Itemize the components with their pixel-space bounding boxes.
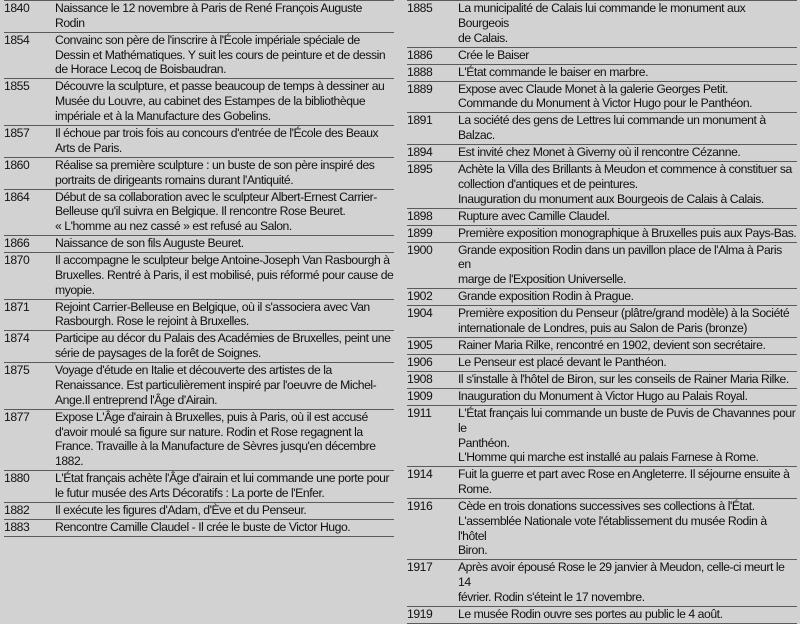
timeline-year: 1874 [4, 331, 30, 346]
timeline-event-text: Le Penseur est placé devant le Panthéon. [458, 354, 667, 369]
timeline-row [407, 145, 797, 162]
timeline-event-text: La municipalité de Calais lui commande le monument aux Bourgeois de Calais. [458, 1, 746, 45]
timeline-event-text: Naissance de son fils Auguste Beuret. [55, 236, 244, 251]
timeline-row [407, 113, 797, 145]
timeline-event-text: Grande exposition Rodin dans un pavillon place de l'Alma à Paris en marge de l'Exposition Universelle. [458, 242, 782, 287]
timeline-year: 1919 [407, 607, 433, 622]
timeline-year: 1854 [4, 32, 30, 47]
timeline-year: 1857 [4, 125, 30, 140]
timeline-year: 1899 [407, 225, 433, 240]
timeline-row [407, 48, 797, 65]
timeline-row [407, 560, 797, 607]
timeline-year: 1864 [4, 189, 30, 204]
timeline-year: 1906 [407, 354, 433, 369]
timeline-row [4, 79, 394, 126]
timeline-row [407, 209, 797, 226]
timeline-event-text: Expose avec Claude Monet à la galerie Georges Petit. Commande du Monument à Victor Hugo pour le Panthéon. [458, 81, 753, 111]
timeline-year: 1916 [407, 499, 433, 514]
timeline-year: 1905 [407, 337, 433, 352]
timeline-event-text: Rencontre Camille Claudel - Il crée le buste de Victor Hugo. [55, 519, 351, 534]
timeline-event-text: Inauguration du Monument à Victor Hugo au Palais Royal. [458, 388, 748, 403]
timeline-row [407, 243, 797, 290]
timeline-year: 1914 [407, 467, 433, 482]
timeline-event-text: Fuit la guerre et part avec Rose en Angleterre. Il séjourne ensuite à Rome. [458, 467, 790, 497]
timeline-row [407, 338, 797, 355]
timeline-row [407, 226, 797, 243]
timeline-event-text: Il accompagne le sculpteur belge Antoine-Joseph Van Rasbourgh à Bruxelles. Rentré à Paris, il est mobilisé, puis réformé pour cause de myopie. [55, 253, 394, 297]
timeline-year: 1909 [407, 388, 433, 403]
timeline-row [4, 363, 394, 410]
timeline-event-text: Il échoue par trois fois au concours d'entrée de l'École des Beaux Arts de Paris. [55, 125, 379, 155]
timeline-row [407, 1, 797, 48]
timeline-row [4, 158, 394, 190]
timeline-event-text: Il s'installe à l'hôtel de Biron, sur les conseils de Rainer Maria Rilke. [458, 371, 789, 386]
timeline-row [4, 410, 394, 471]
timeline-row [4, 253, 394, 300]
timeline-event-text: L'État français lui commande un buste de Puvis de Chavannes pour le Panthéon. L'Homme qui marche est installé au palais Farnese à Rome. [458, 405, 796, 465]
timeline-row [4, 471, 394, 503]
timeline-row [4, 33, 394, 80]
timeline-year: 1911 [407, 405, 432, 420]
timeline-year: 1875 [4, 363, 30, 378]
timeline-event-text: L'État commande le baiser en marbre. [458, 64, 649, 79]
timeline-row [407, 372, 797, 389]
timeline-year: 1886 [407, 47, 433, 62]
timeline-event-text: Crée le Baiser [458, 47, 529, 62]
timeline-year: 1870 [4, 253, 30, 268]
timeline-row [4, 503, 394, 520]
timeline-year: 1902 [407, 289, 433, 304]
timeline-year: 1880 [4, 471, 30, 486]
timeline-row [407, 467, 797, 499]
timeline-year: 1860 [4, 157, 30, 172]
timeline-event-text: Expose L'Âge d'airain à Bruxelles, puis à Paris, où il est accusé d'avoir moulé sa figure sur nature. Rodin et Rose regagnent la France. Travaille à la Manufacture de Sèvres jusqu'en décembre 1882. [55, 409, 376, 469]
timeline-row [407, 82, 797, 114]
timeline-column-right [407, 0, 797, 624]
timeline-row [4, 331, 394, 363]
timeline-year: 1900 [407, 242, 433, 257]
timeline-year: 1877 [4, 409, 30, 424]
timeline-year: 1866 [4, 236, 30, 251]
timeline-event-text: La société des gens de Lettres lui commande un monument à Balzac. [458, 113, 766, 143]
timeline-event-text: Participe au décor du Palais des Académies de Bruxelles, peint une série de paysages de la forêt de Soignes. [55, 331, 391, 361]
timeline-row [407, 355, 797, 372]
timeline-year: 1908 [407, 371, 433, 386]
timeline-row [407, 65, 797, 82]
timeline-event-text: Achète la Villa des Brillants à Meudon et commence à constituer sa collection d'antiques et de peintures. Inauguration du monument aux Bourgeois de Calais à Calais. [458, 162, 792, 206]
timeline-event-text: Convainc son père de l'inscrire à l'École impériale spéciale de Dessin et Mathématiques. Y suit les cours de peinture et de dessin de Horace Lecoq de Boisbaudran. [55, 32, 386, 77]
timeline-event-text: Voyage d'étude en Italie et découverte des artistes de la Renaissance. Est particulièrement inspiré par l'oeuvre de Michel- Ange.Il entreprend l'Âge d'Airain. [55, 363, 377, 407]
timeline-event-text: Est invité chez Monet à Giverny où il rencontre Cézanne. [458, 145, 741, 160]
timeline-year: 1894 [407, 145, 433, 160]
timeline-row [407, 499, 797, 560]
timeline-event-text: Rainer Maria Rilke, rencontré en 1902, devient son secrétaire. [458, 337, 766, 352]
timeline-event-text: Première exposition monographique à Bruxelles puis aux Pays-Bas. [458, 225, 797, 240]
timeline-row [4, 236, 394, 253]
timeline-event-text: Naissance le 12 novembre à Paris de René François Auguste Rodin [55, 1, 362, 30]
timeline-year: 1891 [407, 113, 433, 128]
timeline-event-text: Grande exposition Rodin à Prague. [458, 289, 634, 304]
timeline-event-text: Rupture avec Camille Claudel. [458, 208, 610, 223]
timeline-year: 1895 [407, 162, 433, 177]
timeline-row [4, 300, 394, 332]
timeline-row [4, 1, 394, 33]
timeline-row [407, 306, 797, 338]
timeline-column-left [4, 0, 394, 537]
timeline-row [407, 162, 797, 209]
timeline-row [407, 389, 797, 406]
timeline-year: 1885 [407, 1, 433, 15]
timeline-row [407, 607, 797, 624]
timeline-row [4, 190, 394, 237]
timeline-row [4, 520, 394, 537]
timeline-event-text: L'État français achète l'Âge d'airain et lui commande une porte pour le futur musée des Arts Décoratifs : La porte de l'Enfer. [55, 471, 390, 500]
timeline-year: 1904 [407, 306, 433, 321]
timeline-event-text: Il exécute les figures d'Adam, d'Ève et du Penseur. [55, 502, 307, 517]
timeline-row [407, 406, 797, 467]
timeline-year: 1871 [4, 299, 30, 314]
timeline-event-text: Le musée Rodin ouvre ses portes au public le 4 août. [458, 607, 723, 622]
timeline-event-text: Réalise sa première sculpture : un buste de son père inspiré des portraits de dirigeants romains durant l'Antiquité. [55, 157, 375, 187]
timeline-row [407, 289, 797, 306]
timeline-event-text: Après avoir épousé Rose le 29 janvier à Meudon, celle-ci meurt le 14 février. Rodin s'éteint le 17 novembre. [458, 560, 785, 605]
timeline-year: 1840 [4, 1, 30, 15]
timeline-event-text: Rejoint Carrier-Belleuse en Belgique, où il s'associera avec Van Rasbourgh. Rose le rejoint à Bruxelles. [55, 299, 370, 329]
timeline-year: 1889 [407, 81, 433, 96]
timeline-year: 1917 [407, 560, 433, 575]
timeline-event-text: Découvre la sculpture, et passe beaucoup de temps à dessiner au Musée du Louvre, au cabinet des Estampes de la bibliothèque impériale et à la Manufacture des Gobelins. [55, 79, 385, 123]
timeline-event-text: Début de sa collaboration avec le sculpteur Albert-Ernest Carrier- Belleuse qu'il suivra en Belgique. Il rencontre Rose Beuret. « L'homme au nez cassé » est refusé au Salon. [55, 189, 377, 234]
timeline-year: 1882 [4, 502, 30, 517]
timeline-year: 1898 [407, 208, 433, 223]
timeline-year: 1855 [4, 79, 30, 94]
timeline-year: 1883 [4, 519, 30, 534]
timeline-event-text: Première exposition du Penseur (plâtre/grand modèle) à la Société internationale de Londres, puis au Salon de Paris (bronze) [458, 306, 790, 335]
timeline-row [4, 126, 394, 158]
timeline-year: 1888 [407, 64, 433, 79]
timeline-event-text: Cède en trois donations successives ses collections à l'État. L'assemblée Nationale vote l'établissement du musée Rodin à l'hôtel Biron. [458, 499, 767, 558]
